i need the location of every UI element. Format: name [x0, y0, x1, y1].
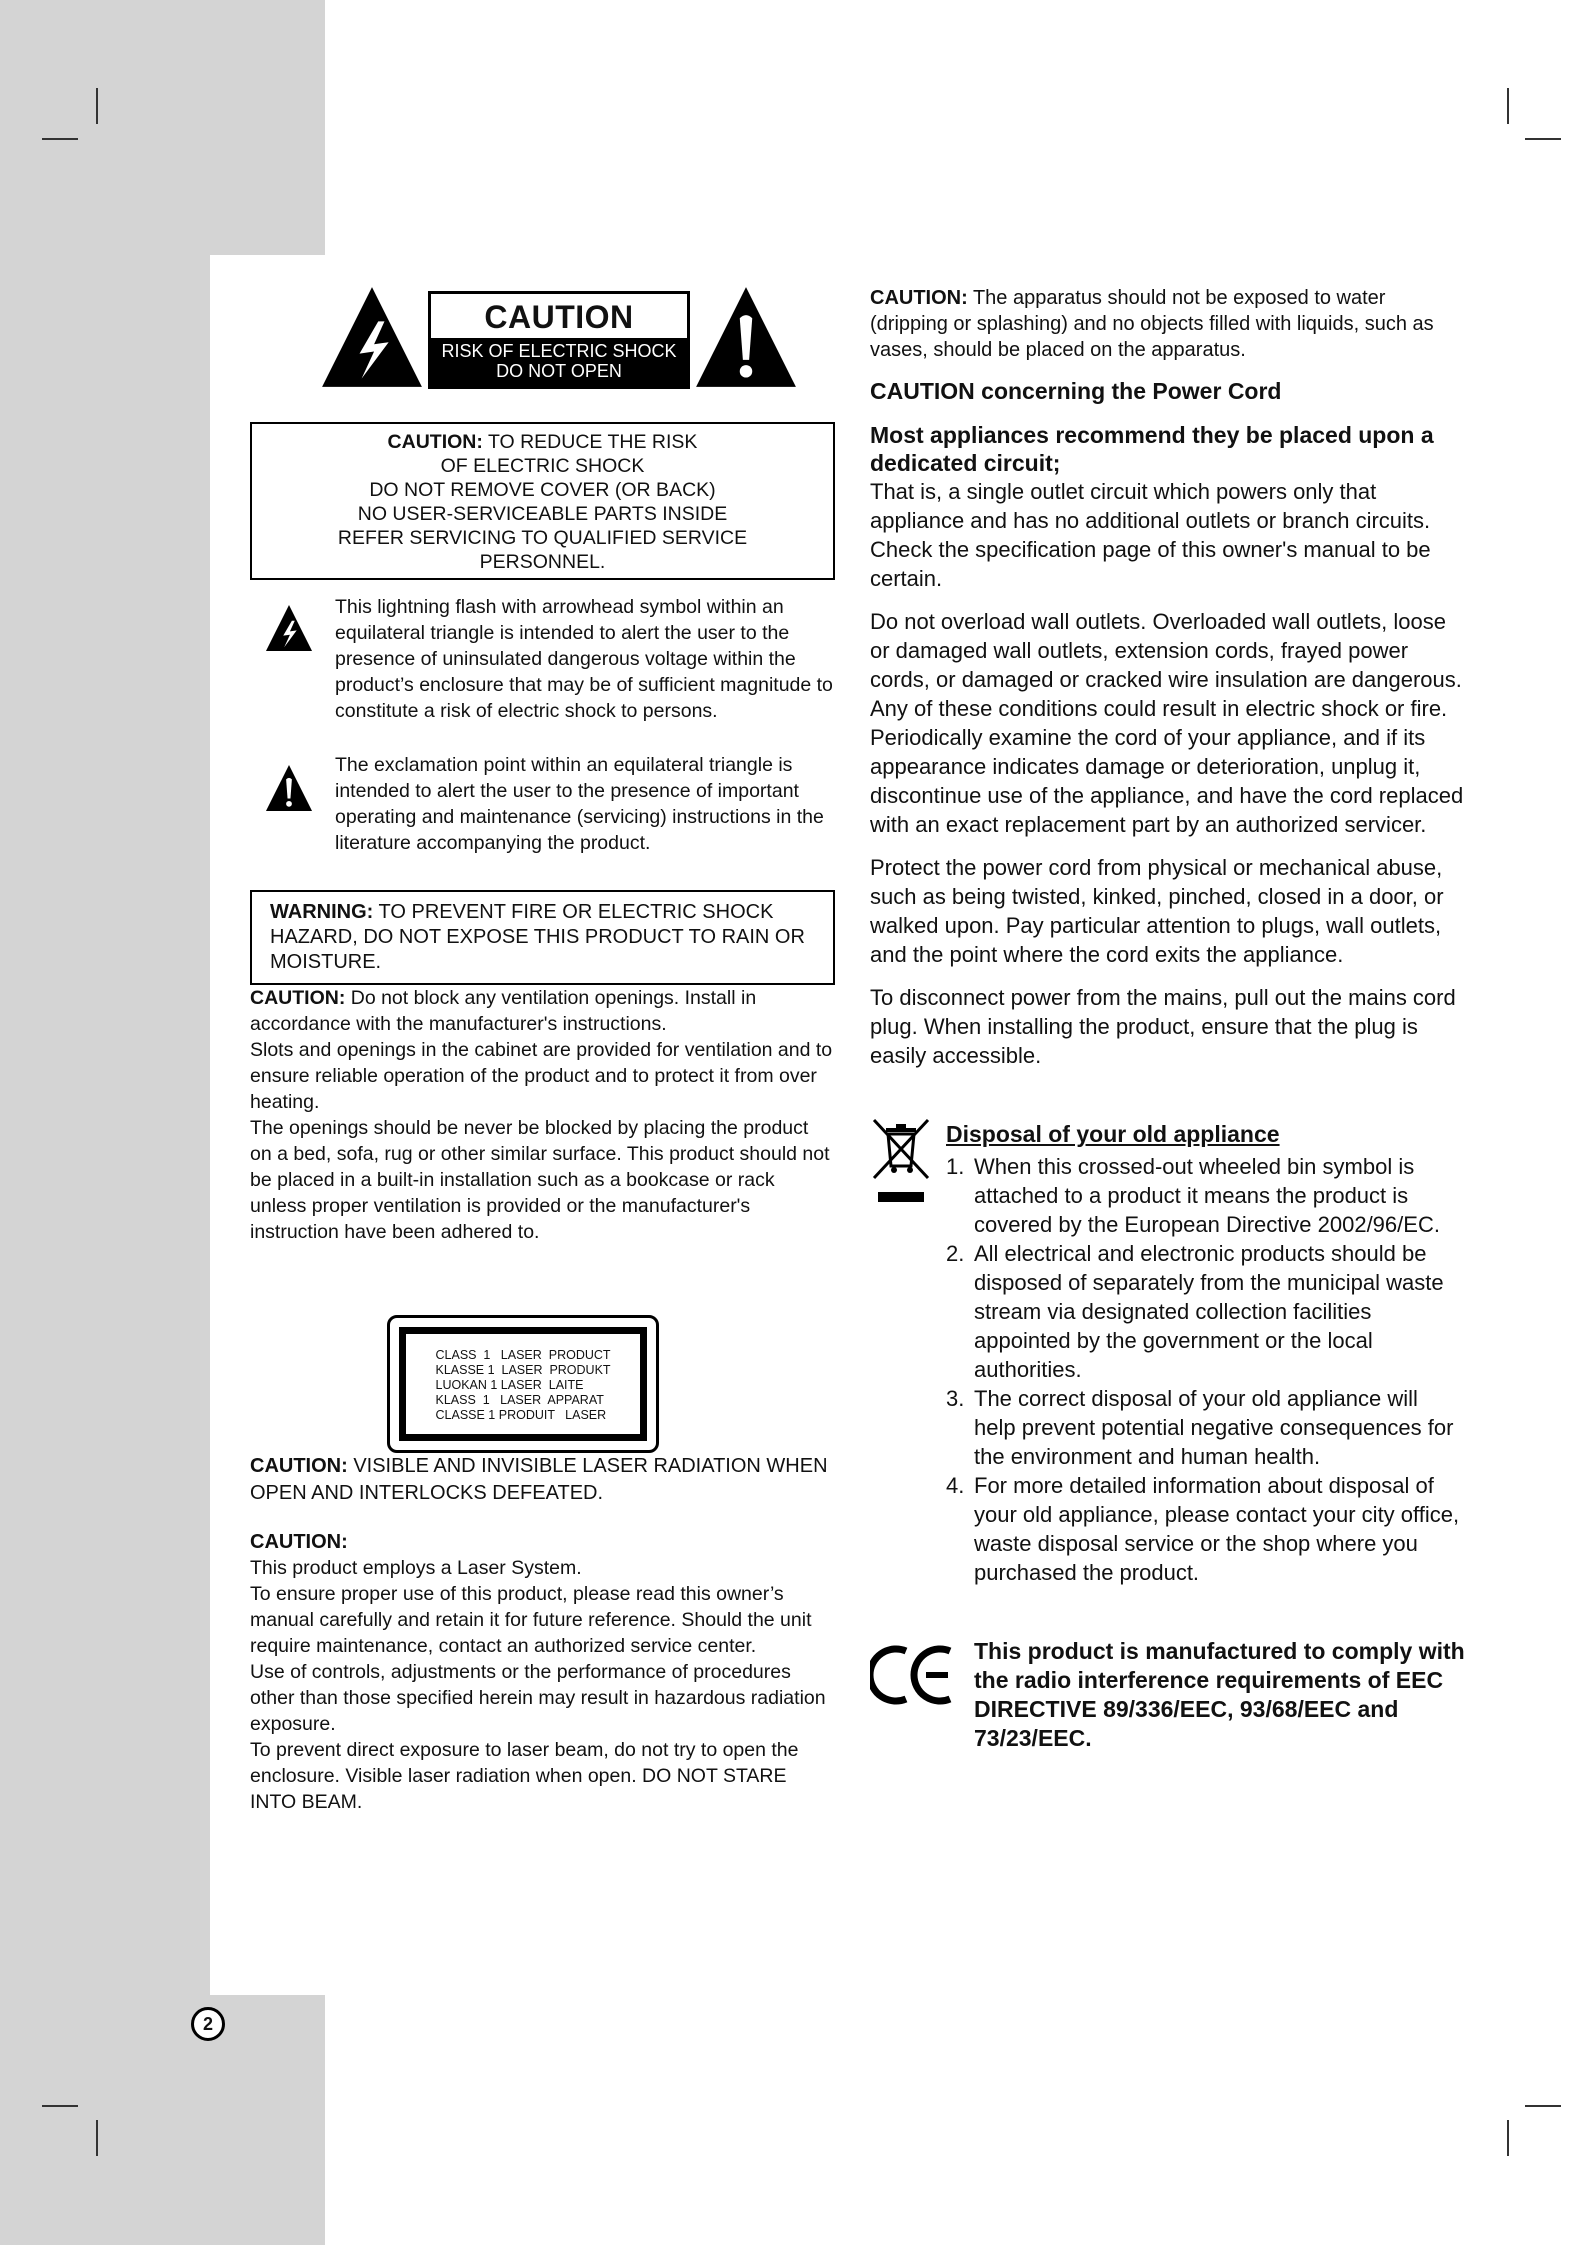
ventilation-para: Slots and openings in the cabinet are provided for ventilation and to ensure reliable operation of the product and to protect it from over heating.: [250, 1039, 833, 1113]
right-column: [870, 285, 1465, 1753]
laser-label-line: LUOKAN 1 LASER LAITE: [435, 1378, 584, 1392]
laser-radiation-caution: [250, 1453, 835, 1507]
crop-mark: [1525, 138, 1561, 140]
lightning-triangle-icon: [320, 285, 424, 389]
laser-label-line: CLASSE 1 PRODUIT LASER: [435, 1408, 607, 1422]
laser-product-label: [387, 1315, 659, 1453]
crop-mark: [1507, 88, 1509, 124]
list-number: 1.: [946, 1154, 965, 1179]
disposal-title: Disposal of your old appliance: [946, 1121, 1280, 1147]
warning-label: WARNING:: [270, 901, 374, 923]
page-number: 2: [191, 2007, 225, 2041]
laser-label-wrap: [250, 1315, 835, 1453]
laser-label-line: KLASSE 1 LASER PRODUKT: [435, 1363, 611, 1377]
caution-line: DO NOT REMOVE COVER (OR BACK): [369, 479, 716, 501]
warning-box: [250, 890, 835, 985]
crop-mark: [96, 88, 98, 124]
crossed-bin-icon: [870, 1118, 932, 1223]
list-text: For more detailed information about disposal of your old appliance, please contact your city office, waste disposal service or the shop where you purchased the product.: [974, 1473, 1460, 1585]
caution-shock-line: [262, 430, 823, 454]
power-cord-para: That is, a single outlet circuit which powers only that appliance and has no additional outlets or branch circuits. Check the specification page of this owner's manual to be certain.: [870, 479, 1431, 591]
laser-system-line: Use of controls, adjustments or the performance of procedures other than those specified herein may result in hazardous radiation exposure.: [250, 1661, 826, 1735]
left-margin: [0, 255, 210, 2245]
laser-system-line: This product employs a Laser System.: [250, 1557, 582, 1579]
caution-line: TO REDUCE THE RISK: [482, 431, 698, 453]
exclamation-triangle-icon: [694, 285, 798, 389]
laser-caution-text: VISIBLE AND INVISIBLE LASER RADIATION WHEN OPEN AND INTERLOCKS DEFEATED.: [250, 1455, 828, 1504]
laser-label-line: CLASS 1 LASER PRODUCT: [435, 1348, 611, 1362]
list-item: [946, 1152, 1465, 1239]
crop-mark: [1507, 2120, 1509, 2156]
crop-mark: [42, 138, 78, 140]
disposal-list: [946, 1152, 1465, 1587]
list-number: 3.: [946, 1386, 965, 1411]
list-number: 4.: [946, 1473, 965, 1498]
water-caution: [870, 285, 1465, 363]
caution-title: CAUTION: [484, 299, 634, 335]
exclamation-text: The exclamation point within an equilateral triangle is intended to alert the user to the presence of important operating and maintenance (servicing) instructions in the literature accompanying the product.: [335, 754, 824, 854]
caution-line: OF ELECTRIC SHOCK: [440, 455, 645, 477]
crop-mark: [42, 2105, 78, 2107]
caution-sub-line: DO NOT OPEN: [496, 361, 622, 381]
dedicated-circuit-heading: Most appliances recommend they be placed upon a dedicated circuit;: [870, 422, 1434, 476]
disposal-section: [870, 1120, 1465, 1587]
caution-sub-line: RISK OF ELECTRIC SHOCK: [441, 341, 677, 361]
caution-line: PERSONNEL.: [479, 551, 606, 573]
lightning-small-icon: [250, 594, 335, 657]
ventilation-para: The openings should be never be blocked by placing the product on a bed, sofa, rug or other similar surface. This product should not be placed in a built-in installation such as a bookcase or rack unless proper ventilation is provided or the manufacturer's instruction have been adhered to.: [250, 1117, 830, 1243]
lightning-text: This lightning flash with arrowhead symbol within an equilateral triangle is intended to alert the user to the presence of uninsulated dangerous voltage within the product’s enclosure that may be of sufficient magnitude to constitute a risk of electric shock to persons.: [335, 596, 833, 722]
power-cord-para: Protect the power cord from physical or mechanical abuse, such as being twisted, kinked, pinched, closed in a door, or walked upon. Pay particular attention to plugs, wall outlets, and the point where the cord exits the appliance.: [870, 855, 1444, 967]
list-item: [946, 1384, 1465, 1471]
ventilation-text: Do not block any ventilation openings. Install in accordance with the manufacturer's instructions.: [250, 987, 757, 1035]
exclamation-small-icon: [250, 752, 335, 817]
caution-line: NO USER-SERVICEABLE PARTS INSIDE: [357, 503, 728, 525]
list-item: [946, 1239, 1465, 1384]
water-caution-label: CAUTION:: [870, 287, 968, 309]
laser-system-caution: [250, 1529, 835, 1815]
caution-label-box: [428, 291, 690, 389]
list-item: [946, 1471, 1465, 1587]
laser-label-inner: [399, 1327, 647, 1441]
ce-compliance-text: This product is manufactured to comply with the radio interference requirements of EEC DIRECTIVE 89/336/EEC, 93/68/EEC and 73/23/EEC.: [974, 1638, 1465, 1751]
list-number: 2.: [946, 1241, 965, 1266]
caution-subtitle: [431, 338, 687, 386]
caution-header: [320, 285, 835, 400]
ce-section: [870, 1637, 1465, 1753]
left-column: [250, 285, 835, 1815]
water-caution-text: The apparatus should not be exposed to water (dripping or splashing) and no objects filled with liquids, such as vases, should be placed on the apparatus.: [870, 287, 1434, 361]
list-text: The correct disposal of your old appliance will help prevent potential negative consequences for the environment and human health.: [974, 1386, 1454, 1469]
laser-system-label: CAUTION:: [250, 1531, 348, 1553]
laser-system-line: To ensure proper use of this product, please read this owner’s manual carefully and retain it for future reference. Should the unit require maintenance, contact an authorized service center.: [250, 1583, 812, 1657]
caution-shock-box: [250, 422, 835, 580]
ventilation-label: CAUTION:: [250, 987, 346, 1009]
laser-label-line: KLASS 1 LASER APPARAT: [435, 1393, 604, 1407]
power-cord-para: To disconnect power from the mains, pull out the mains cord plug. When installing the product, ensure that the plug is easily accessible.: [870, 985, 1456, 1068]
exclamation-explanation: [250, 752, 835, 856]
crop-mark: [96, 2120, 98, 2156]
caution-label: CAUTION:: [387, 431, 483, 453]
ce-mark-icon: [870, 1643, 956, 1712]
laser-system-line: To prevent direct exposure to laser beam, do not try to open the enclosure. Visible laser radiation when open. DO NOT STARE INTO BEAM.: [250, 1739, 799, 1813]
power-cord-para: Do not overload wall outlets. Overloaded wall outlets, loose or damaged wall outlets, extension cords, frayed power cords, or damaged or cracked wire insulation are dangerous. Any of these conditions could result in electric shock or fire. Periodically examine the cord of your appliance, and if its appearance indicates damage or deterioration, unplug it, discontinue use of the appliance, and have the cord replaced with an exact replacement part by an authorized servicer.: [870, 609, 1464, 837]
laser-caution-label: CAUTION:: [250, 1455, 348, 1477]
ventilation-caution: [250, 985, 835, 1037]
list-text: When this crossed-out wheeled bin symbol is attached to a product it means the product is covered by the European Directive 2002/96/EC.: [974, 1154, 1440, 1237]
lightning-explanation: [250, 594, 835, 724]
list-text: All electrical and electronic products should be disposed of separately from the municipal waste stream via designated collection facilities appointed by the government or the local authorities.: [974, 1241, 1444, 1382]
crop-mark: [1525, 2105, 1561, 2107]
caution-line: REFER SERVICING TO QUALIFIED SERVICE: [337, 527, 748, 549]
power-cord-heading: CAUTION concerning the Power Cord: [870, 378, 1282, 404]
left-margin-top: [0, 0, 325, 255]
bottom-margin: [210, 1995, 325, 2245]
warning-text: TO PREVENT FIRE OR ELECTRIC SHOCK HAZARD, DO NOT EXPOSE THIS PRODUCT TO RAIN OR MOISTURE.: [270, 901, 805, 973]
